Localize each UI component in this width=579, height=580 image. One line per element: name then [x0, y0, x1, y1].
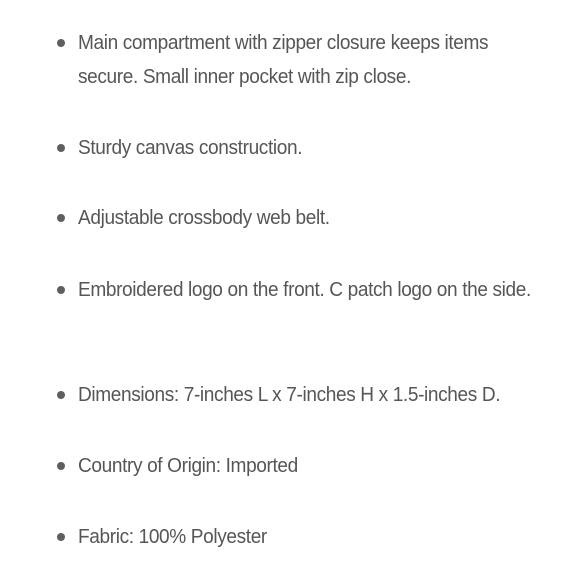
feature-text: Embroidered logo on the front. C patch logo on the side.	[78, 278, 531, 301]
feature-text: Adjustable crossbody web belt.	[78, 206, 330, 229]
bullet-icon	[57, 286, 65, 294]
bullet-icon	[57, 462, 65, 470]
bullet-icon	[57, 39, 65, 47]
feature-text: Sturdy canvas construction.	[78, 136, 303, 159]
bullet-icon	[57, 533, 65, 541]
bullet-icon	[57, 391, 65, 399]
feature-text: Main compartment with zipper closure keeps items secure. Small inner pocket with zip close.	[78, 31, 489, 88]
feature-text: Dimensions: 7-inches L x 7-inches H x 1.5-inches D.	[78, 383, 501, 406]
bullet-icon	[57, 144, 65, 152]
feature-text: Fabric: 100% Polyester	[78, 525, 267, 548]
bullet-icon	[57, 214, 65, 222]
feature-text: Country of Origin: Imported	[78, 454, 298, 477]
